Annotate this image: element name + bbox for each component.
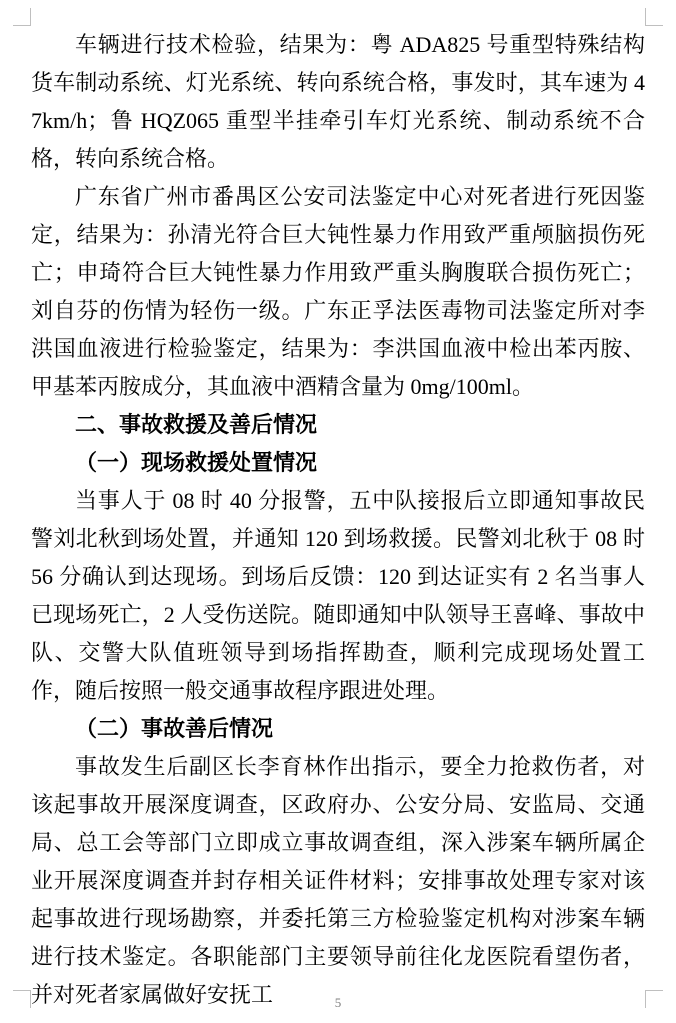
paragraph-vehicle-inspection-results: 车辆进行技术检验，结果为：粤 ADA825 号重型特殊结构货车制动系统、灯光系统、转向系统合格，事发时，其车速为 47km/h；鲁 HQZ065 重型半挂牵引车灯光系统、制动系统不合格，转向系统合格。 xyxy=(31,32,645,171)
crop-mark-top-left xyxy=(13,8,31,26)
paragraph-scene-response: 当事人于 08 时 40 分报警，五中队接报后立即通知事故民警刘北秋到场处置，并通知 120 到场救援。民警刘北秋于 08 时 56 分确认到达现场。到场后反馈：120 到达证实有 2 名当事人已现场死亡，2 人受伤送院。随即通知中队领导王喜峰、事故中队、交警大队值班领导到场指挥勘查，顺利完成现场处置工作，随后按照一般交通事故程序跟进处理。 xyxy=(31,488,645,703)
heading-subsection-scene-rescue: （一）现场救援处置情况 xyxy=(75,450,318,475)
paragraph-forensic-identification: 广东省广州市番禺区公安司法鉴定中心对死者进行死因鉴定，结果为：孙清光符合巨大钝性暴力作用致严重颅脑损伤死亡；申琦符合巨大钝性暴力作用致严重头胸腹联合损伤死亡；刘自芬的伤情为轻伤一级。广东正孚法医毒物司法鉴定所对李洪国血液进行检验鉴定，结果为：李洪国血液中检出苯丙胺、甲基苯丙胺成分，其血液中酒精含量为 0mg/100ml。 xyxy=(31,184,645,399)
page-body-text xyxy=(31,26,645,1014)
paragraph-aftermath-handling: 事故发生后副区长李育林作出指示，要全力抢救伤者，对该起事故开展深度调查，区政府办、公安分局、安监局、交通局、总工会等部门立即成立事故调查组，深入涉案车辆所属企业开展深度调查并封存相关证件材料；安排事故处理专家对该起事故进行现场勘察，并委托第三方检验鉴定机构对涉案车辆进行技术鉴定。各职能部门主要领导前往化龙医院看望伤者，并对死者家属做好安抚工 xyxy=(31,754,645,1007)
heading-subsection-aftermath: （二）事故善后情况 xyxy=(75,716,274,741)
heading-section-rescue-aftermath: 二、事故救援及善后情况 xyxy=(75,412,318,437)
crop-mark-top-right xyxy=(645,8,663,26)
page-number: 5 xyxy=(334,995,342,1010)
